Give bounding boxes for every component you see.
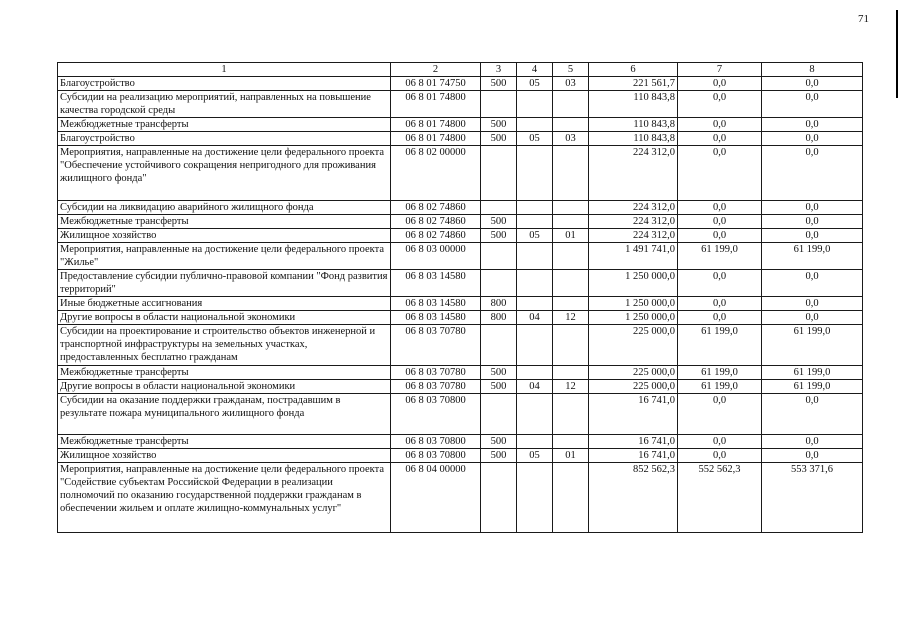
row-code-cell: 06 8 03 70780 — [391, 325, 481, 366]
row-col8-cell: 0,0 — [762, 77, 863, 91]
row-col4-cell — [517, 297, 553, 311]
row-col8-cell: 0,0 — [762, 118, 863, 132]
row-col5-cell: 03 — [553, 132, 589, 146]
row-col8-cell: 0,0 — [762, 215, 863, 229]
table-row — [58, 380, 863, 394]
row-col5-cell — [553, 325, 589, 366]
row-col5-cell: 12 — [553, 311, 589, 325]
table-row — [58, 146, 863, 201]
row-col6-cell: 16 741,0 — [589, 449, 678, 463]
budget-table — [57, 62, 863, 533]
column-header: 6 — [589, 63, 678, 77]
row-col5-cell — [553, 297, 589, 311]
row-col8-cell: 0,0 — [762, 270, 863, 297]
row-code-cell: 06 8 03 70780 — [391, 366, 481, 380]
row-name-cell: Другие вопросы в области национальной экономики — [58, 380, 391, 394]
table-row — [58, 215, 863, 229]
row-code-cell: 06 8 03 70800 — [391, 449, 481, 463]
row-col8-cell: 61 199,0 — [762, 325, 863, 366]
row-col7-cell: 61 199,0 — [678, 366, 762, 380]
row-col7-cell: 0,0 — [678, 394, 762, 435]
row-col4-cell — [517, 91, 553, 118]
row-col7-cell: 0,0 — [678, 77, 762, 91]
row-code-cell: 06 8 01 74800 — [391, 118, 481, 132]
row-col3-cell: 500 — [481, 449, 517, 463]
row-col3-cell — [481, 91, 517, 118]
row-col7-cell: 0,0 — [678, 435, 762, 449]
row-col7-cell: 0,0 — [678, 449, 762, 463]
row-col5-cell — [553, 463, 589, 533]
row-col4-cell: 05 — [517, 77, 553, 91]
row-col5-cell — [553, 201, 589, 215]
row-name-cell: Межбюджетные трансферты — [58, 215, 391, 229]
row-col5-cell: 12 — [553, 380, 589, 394]
column-header: 3 — [481, 63, 517, 77]
row-col3-cell — [481, 201, 517, 215]
row-code-cell: 06 8 03 14580 — [391, 311, 481, 325]
row-col8-cell: 0,0 — [762, 146, 863, 201]
row-col4-cell — [517, 243, 553, 270]
row-col4-cell — [517, 394, 553, 435]
table-row — [58, 270, 863, 297]
row-col4-cell — [517, 325, 553, 366]
row-col7-cell: 0,0 — [678, 201, 762, 215]
row-col8-cell: 0,0 — [762, 132, 863, 146]
row-code-cell: 06 8 03 70800 — [391, 394, 481, 435]
column-header: 1 — [58, 63, 391, 77]
row-col4-cell: 05 — [517, 229, 553, 243]
row-code-cell: 06 8 02 74860 — [391, 215, 481, 229]
row-col6-cell: 224 312,0 — [589, 229, 678, 243]
row-col6-cell: 110 843,8 — [589, 118, 678, 132]
table-row — [58, 201, 863, 215]
row-col5-cell: 01 — [553, 449, 589, 463]
table-row — [58, 229, 863, 243]
table-header-row — [58, 63, 863, 77]
row-col7-cell: 0,0 — [678, 215, 762, 229]
row-col6-cell: 1 250 000,0 — [589, 270, 678, 297]
row-col7-cell: 61 199,0 — [678, 380, 762, 394]
row-col6-cell: 852 562,3 — [589, 463, 678, 533]
row-name-cell: Межбюджетные трансферты — [58, 366, 391, 380]
column-header: 7 — [678, 63, 762, 77]
column-header: 4 — [517, 63, 553, 77]
row-col4-cell — [517, 201, 553, 215]
row-col6-cell: 1 250 000,0 — [589, 297, 678, 311]
row-col4-cell — [517, 215, 553, 229]
row-col3-cell: 800 — [481, 311, 517, 325]
row-col4-cell — [517, 118, 553, 132]
row-col4-cell — [517, 146, 553, 201]
table-row — [58, 311, 863, 325]
row-name-cell: Предоставление субсидии публично-правовой компании "Фонд развития территорий" — [58, 270, 391, 297]
row-col4-cell: 04 — [517, 311, 553, 325]
row-code-cell: 06 8 04 00000 — [391, 463, 481, 533]
row-col3-cell: 800 — [481, 297, 517, 311]
row-col6-cell: 225 000,0 — [589, 366, 678, 380]
row-col3-cell: 500 — [481, 366, 517, 380]
row-col6-cell: 221 561,7 — [589, 77, 678, 91]
row-col5-cell — [553, 243, 589, 270]
row-col4-cell — [517, 270, 553, 297]
row-col3-cell — [481, 463, 517, 533]
row-col4-cell: 04 — [517, 380, 553, 394]
row-col5-cell: 01 — [553, 229, 589, 243]
row-col6-cell: 225 000,0 — [589, 380, 678, 394]
row-col8-cell: 0,0 — [762, 394, 863, 435]
row-col5-cell — [553, 366, 589, 380]
row-col5-cell — [553, 215, 589, 229]
row-col7-cell: 0,0 — [678, 311, 762, 325]
row-col8-cell: 0,0 — [762, 91, 863, 118]
row-code-cell: 06 8 03 14580 — [391, 297, 481, 311]
row-col7-cell: 0,0 — [678, 146, 762, 201]
row-col4-cell — [517, 366, 553, 380]
table-row — [58, 132, 863, 146]
row-col4-cell: 05 — [517, 132, 553, 146]
row-col3-cell — [481, 243, 517, 270]
table-row — [58, 394, 863, 435]
row-col5-cell — [553, 270, 589, 297]
row-col7-cell: 0,0 — [678, 91, 762, 118]
table-row — [58, 463, 863, 533]
row-col6-cell: 16 741,0 — [589, 394, 678, 435]
row-code-cell: 06 8 03 14580 — [391, 270, 481, 297]
row-col3-cell — [481, 394, 517, 435]
row-col5-cell: 03 — [553, 77, 589, 91]
row-name-cell: Мероприятия, направленные на достижение цели федерального проекта "Обеспечение устойчивого сокращения непригодного для проживания жилищного фонда" — [58, 146, 391, 201]
row-col6-cell: 225 000,0 — [589, 325, 678, 366]
row-code-cell: 06 8 03 00000 — [391, 243, 481, 270]
row-col5-cell — [553, 394, 589, 435]
row-col8-cell: 0,0 — [762, 435, 863, 449]
row-name-cell: Мероприятия, направленные на достижение цели федерального проекта "Содействие субъектам Российской Федерации в реализации полномочий по оказанию государственной поддержки гражданам в обеспечении жильем и оплате жилищно-коммунальных услуг" — [58, 463, 391, 533]
row-col8-cell: 553 371,6 — [762, 463, 863, 533]
row-col8-cell: 61 199,0 — [762, 380, 863, 394]
row-col7-cell: 0,0 — [678, 118, 762, 132]
row-code-cell: 06 8 01 74750 — [391, 77, 481, 91]
row-col8-cell: 0,0 — [762, 229, 863, 243]
row-name-cell: Субсидии на ликвидацию аварийного жилищного фонда — [58, 201, 391, 215]
row-name-cell: Межбюджетные трансферты — [58, 118, 391, 132]
row-name-cell: Благоустройство — [58, 77, 391, 91]
page-number: 71 — [858, 13, 869, 25]
row-name-cell: Межбюджетные трансферты — [58, 435, 391, 449]
row-col6-cell: 110 843,8 — [589, 91, 678, 118]
row-col7-cell: 61 199,0 — [678, 325, 762, 366]
row-col3-cell: 500 — [481, 380, 517, 394]
row-col3-cell: 500 — [481, 435, 517, 449]
row-name-cell: Субсидии на оказание поддержки гражданам, пострадавшим в результате пожара муниципального жилищного фонда — [58, 394, 391, 435]
table-row — [58, 118, 863, 132]
row-col7-cell: 0,0 — [678, 297, 762, 311]
row-col8-cell: 61 199,0 — [762, 243, 863, 270]
row-col6-cell: 224 312,0 — [589, 201, 678, 215]
row-col3-cell: 500 — [481, 118, 517, 132]
column-header: 2 — [391, 63, 481, 77]
row-col3-cell — [481, 270, 517, 297]
row-col4-cell — [517, 435, 553, 449]
row-code-cell: 06 8 03 70800 — [391, 435, 481, 449]
row-col5-cell — [553, 435, 589, 449]
row-col6-cell: 110 843,8 — [589, 132, 678, 146]
row-name-cell: Жилищное хозяйство — [58, 229, 391, 243]
row-code-cell: 06 8 03 70780 — [391, 380, 481, 394]
row-code-cell: 06 8 02 74860 — [391, 229, 481, 243]
table-row — [58, 449, 863, 463]
table-row — [58, 325, 863, 366]
row-name-cell: Другие вопросы в области национальной экономики — [58, 311, 391, 325]
row-col6-cell: 1 250 000,0 — [589, 311, 678, 325]
row-col8-cell: 61 199,0 — [762, 366, 863, 380]
row-name-cell: Благоустройство — [58, 132, 391, 146]
table-row — [58, 243, 863, 270]
row-col8-cell: 0,0 — [762, 297, 863, 311]
row-name-cell: Субсидии на реализацию мероприятий, направленных на повышение качества городской среды — [58, 91, 391, 118]
row-col5-cell — [553, 91, 589, 118]
row-col3-cell — [481, 325, 517, 366]
table-row — [58, 297, 863, 311]
table-row — [58, 77, 863, 91]
row-col3-cell: 500 — [481, 77, 517, 91]
row-col5-cell — [553, 118, 589, 132]
row-name-cell: Иные бюджетные ассигнования — [58, 297, 391, 311]
row-code-cell: 06 8 01 74800 — [391, 132, 481, 146]
row-col6-cell: 16 741,0 — [589, 435, 678, 449]
row-code-cell: 06 8 02 74860 — [391, 201, 481, 215]
row-name-cell: Жилищное хозяйство — [58, 449, 391, 463]
row-col8-cell: 0,0 — [762, 449, 863, 463]
row-col6-cell: 224 312,0 — [589, 146, 678, 201]
row-col7-cell: 552 562,3 — [678, 463, 762, 533]
row-col7-cell: 0,0 — [678, 229, 762, 243]
table-row — [58, 435, 863, 449]
row-col7-cell: 61 199,0 — [678, 243, 762, 270]
row-col3-cell: 500 — [481, 215, 517, 229]
row-col6-cell: 1 491 741,0 — [589, 243, 678, 270]
row-col3-cell — [481, 146, 517, 201]
row-col8-cell: 0,0 — [762, 201, 863, 215]
row-col3-cell: 500 — [481, 229, 517, 243]
row-col5-cell — [553, 146, 589, 201]
row-code-cell: 06 8 01 74800 — [391, 91, 481, 118]
row-col4-cell: 05 — [517, 449, 553, 463]
row-name-cell: Субсидии на проектирование и строительство объектов инженерной и транспортной инфраструктуры на земельных участках, предоставленных бесплатно гражданам — [58, 325, 391, 366]
column-header: 5 — [553, 63, 589, 77]
row-col7-cell: 0,0 — [678, 270, 762, 297]
column-header: 8 — [762, 63, 863, 77]
row-code-cell: 06 8 02 00000 — [391, 146, 481, 201]
row-col4-cell — [517, 463, 553, 533]
row-name-cell: Мероприятия, направленные на достижение цели федерального проекта "Жилье" — [58, 243, 391, 270]
row-col3-cell: 500 — [481, 132, 517, 146]
table-row — [58, 91, 863, 118]
row-col6-cell: 224 312,0 — [589, 215, 678, 229]
row-col8-cell: 0,0 — [762, 311, 863, 325]
table-row — [58, 366, 863, 380]
page-edge-mark — [896, 10, 898, 98]
row-col7-cell: 0,0 — [678, 132, 762, 146]
